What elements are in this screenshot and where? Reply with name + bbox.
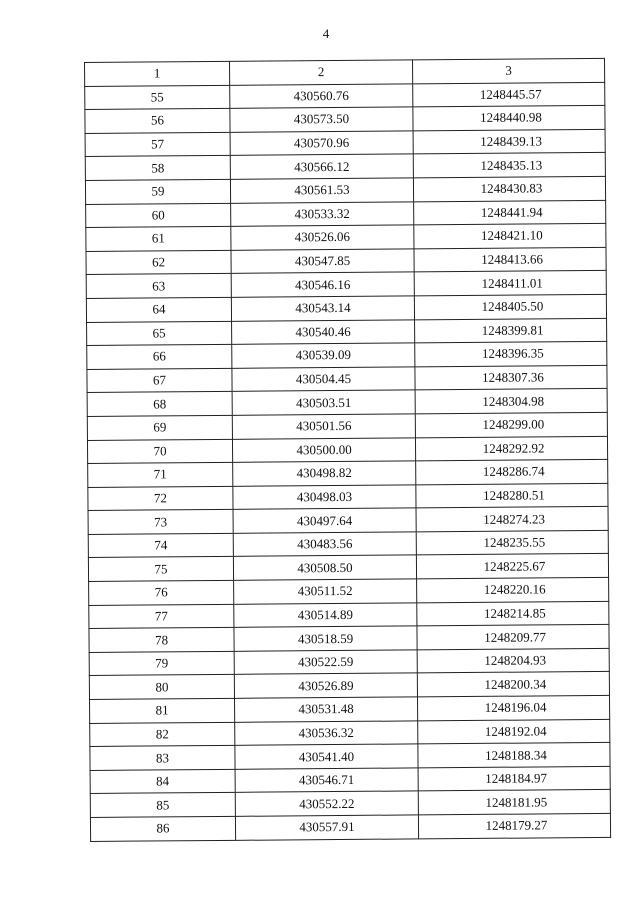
coordinate-y-cell: 1248304.98 [415, 389, 607, 414]
coordinate-x-cell: 430501.56 [232, 414, 415, 439]
point-number-cell: 63 [86, 274, 231, 299]
coordinate-x-cell: 430531.48 [235, 697, 418, 722]
point-number-cell: 70 [87, 439, 232, 464]
table-row [90, 813, 610, 841]
coordinate-y-cell: 1248192.04 [418, 719, 610, 744]
coordinate-y-cell: 1248399.81 [415, 318, 607, 343]
coordinate-y-cell: 1248196.04 [417, 695, 609, 720]
coordinate-y-cell: 1248307.36 [415, 365, 607, 390]
coordinate-x-cell: 430540.46 [232, 319, 415, 344]
point-number-cell: 83 [90, 746, 235, 771]
coordinate-x-cell: 430504.45 [232, 367, 415, 392]
coordinate-y-cell: 1248292.92 [415, 436, 607, 461]
point-number-cell: 64 [86, 297, 231, 322]
point-number-cell: 68 [87, 392, 232, 417]
coordinate-y-cell: 1248274.23 [416, 507, 608, 532]
coordinate-y-cell: 1248209.77 [417, 625, 609, 650]
coordinate-y-cell: 1248181.95 [418, 790, 610, 815]
coordinate-y-cell: 1248299.00 [415, 412, 607, 437]
coordinate-x-cell: 430526.06 [231, 225, 414, 250]
point-number-cell: 56 [85, 109, 230, 134]
point-number-cell: 67 [87, 368, 232, 393]
coordinate-y-cell: 1248396.35 [415, 342, 607, 367]
point-number-cell: 79 [89, 651, 234, 676]
point-number-cell: 72 [88, 486, 233, 511]
point-number-cell: 57 [85, 132, 230, 157]
coordinate-y-cell: 1248235.55 [416, 530, 608, 555]
coordinate-x-cell: 430508.50 [233, 555, 416, 580]
coordinate-x-cell: 430498.82 [233, 461, 416, 486]
point-number-cell: 86 [90, 816, 235, 841]
coordinate-y-cell: 1248200.34 [417, 672, 609, 697]
coordinate-y-cell: 1248179.27 [418, 813, 610, 838]
point-number-cell: 76 [89, 580, 234, 605]
coordinate-y-cell: 1248280.51 [416, 483, 608, 508]
point-number-cell: 71 [88, 462, 233, 487]
coordinate-y-cell: 1248421.10 [414, 224, 606, 249]
coordinate-y-cell: 1248188.34 [418, 743, 610, 768]
coordinate-x-cell: 430498.03 [233, 485, 416, 510]
coordinate-x-cell: 430539.09 [232, 343, 415, 368]
coordinate-y-cell: 1248405.50 [414, 294, 606, 319]
table-body [85, 82, 611, 841]
point-number-cell: 55 [85, 85, 230, 110]
coordinate-x-cell: 430500.00 [232, 437, 415, 462]
column-header-1: 1 [85, 61, 230, 86]
point-number-cell: 62 [86, 250, 231, 275]
point-number-cell: 80 [89, 675, 234, 700]
coordinate-x-cell: 430526.89 [234, 673, 417, 698]
coordinate-x-cell: 430536.32 [235, 721, 418, 746]
coordinate-x-cell: 430541.40 [235, 744, 418, 769]
coordinate-x-cell: 430522.59 [234, 650, 417, 675]
point-number-cell: 84 [90, 769, 235, 794]
point-number-cell: 77 [89, 604, 234, 629]
coordinate-y-cell: 1248225.67 [416, 554, 608, 579]
point-number-cell: 85 [90, 793, 235, 818]
coordinate-x-cell: 430573.50 [230, 107, 413, 132]
point-number-cell: 78 [89, 628, 234, 653]
coordinate-y-cell: 1248445.57 [413, 82, 605, 107]
coordinate-x-cell: 430543.14 [231, 296, 414, 321]
coordinate-y-cell: 1248441.94 [414, 200, 606, 225]
coordinate-x-cell: 430533.32 [231, 201, 414, 226]
coordinate-x-cell: 430546.16 [231, 272, 414, 297]
coordinate-x-cell: 430511.52 [234, 579, 417, 604]
coordinate-x-cell: 430497.64 [233, 508, 416, 533]
column-header-2: 2 [229, 60, 412, 85]
coordinate-y-cell: 1248439.13 [413, 129, 605, 154]
point-number-cell: 82 [90, 722, 235, 747]
coordinate-y-cell: 1248411.01 [414, 271, 606, 296]
coordinate-x-cell: 430557.91 [235, 815, 418, 840]
point-number-cell: 73 [88, 510, 233, 535]
coordinate-x-cell: 430566.12 [230, 154, 413, 179]
coordinate-x-cell: 430560.76 [230, 84, 413, 109]
coordinate-y-cell: 1248184.97 [418, 766, 610, 791]
point-number-cell: 58 [85, 156, 230, 181]
coordinate-y-cell: 1248214.85 [417, 601, 609, 626]
coordinate-x-cell: 430514.89 [234, 603, 417, 628]
coordinate-x-cell: 430552.22 [235, 791, 418, 816]
point-number-cell: 66 [87, 344, 232, 369]
point-number-cell: 69 [87, 415, 232, 440]
coordinate-y-cell: 1248440.98 [413, 106, 605, 131]
point-number-cell: 59 [85, 179, 230, 204]
point-number-cell: 61 [86, 227, 231, 252]
point-number-cell: 65 [87, 321, 232, 346]
coordinate-x-cell: 430546.71 [235, 768, 418, 793]
coordinate-x-cell: 430483.56 [233, 532, 416, 557]
column-header-3: 3 [412, 58, 604, 83]
coordinate-x-cell: 430547.85 [231, 249, 414, 274]
coordinate-x-cell: 430561.53 [230, 178, 413, 203]
coordinate-x-cell: 430518.59 [234, 626, 417, 651]
point-number-cell: 75 [88, 557, 233, 582]
coordinate-x-cell: 430570.96 [230, 131, 413, 156]
coordinate-y-cell: 1248286.74 [416, 459, 608, 484]
page-number: 4 [322, 26, 330, 41]
coordinate-y-cell: 1248430.83 [413, 176, 605, 201]
point-number-cell: 74 [88, 533, 233, 558]
coordinate-y-cell: 1248204.93 [417, 648, 609, 673]
point-number-cell: 81 [90, 698, 235, 723]
point-number-cell: 60 [86, 203, 231, 228]
coordinates-table-container [84, 58, 610, 842]
coordinate-y-cell: 1248220.16 [417, 577, 609, 602]
coordinates-table [84, 58, 611, 842]
coordinate-x-cell: 430503.51 [232, 390, 415, 415]
coordinate-y-cell: 1248435.13 [413, 153, 605, 178]
coordinate-y-cell: 1248413.66 [414, 247, 606, 272]
